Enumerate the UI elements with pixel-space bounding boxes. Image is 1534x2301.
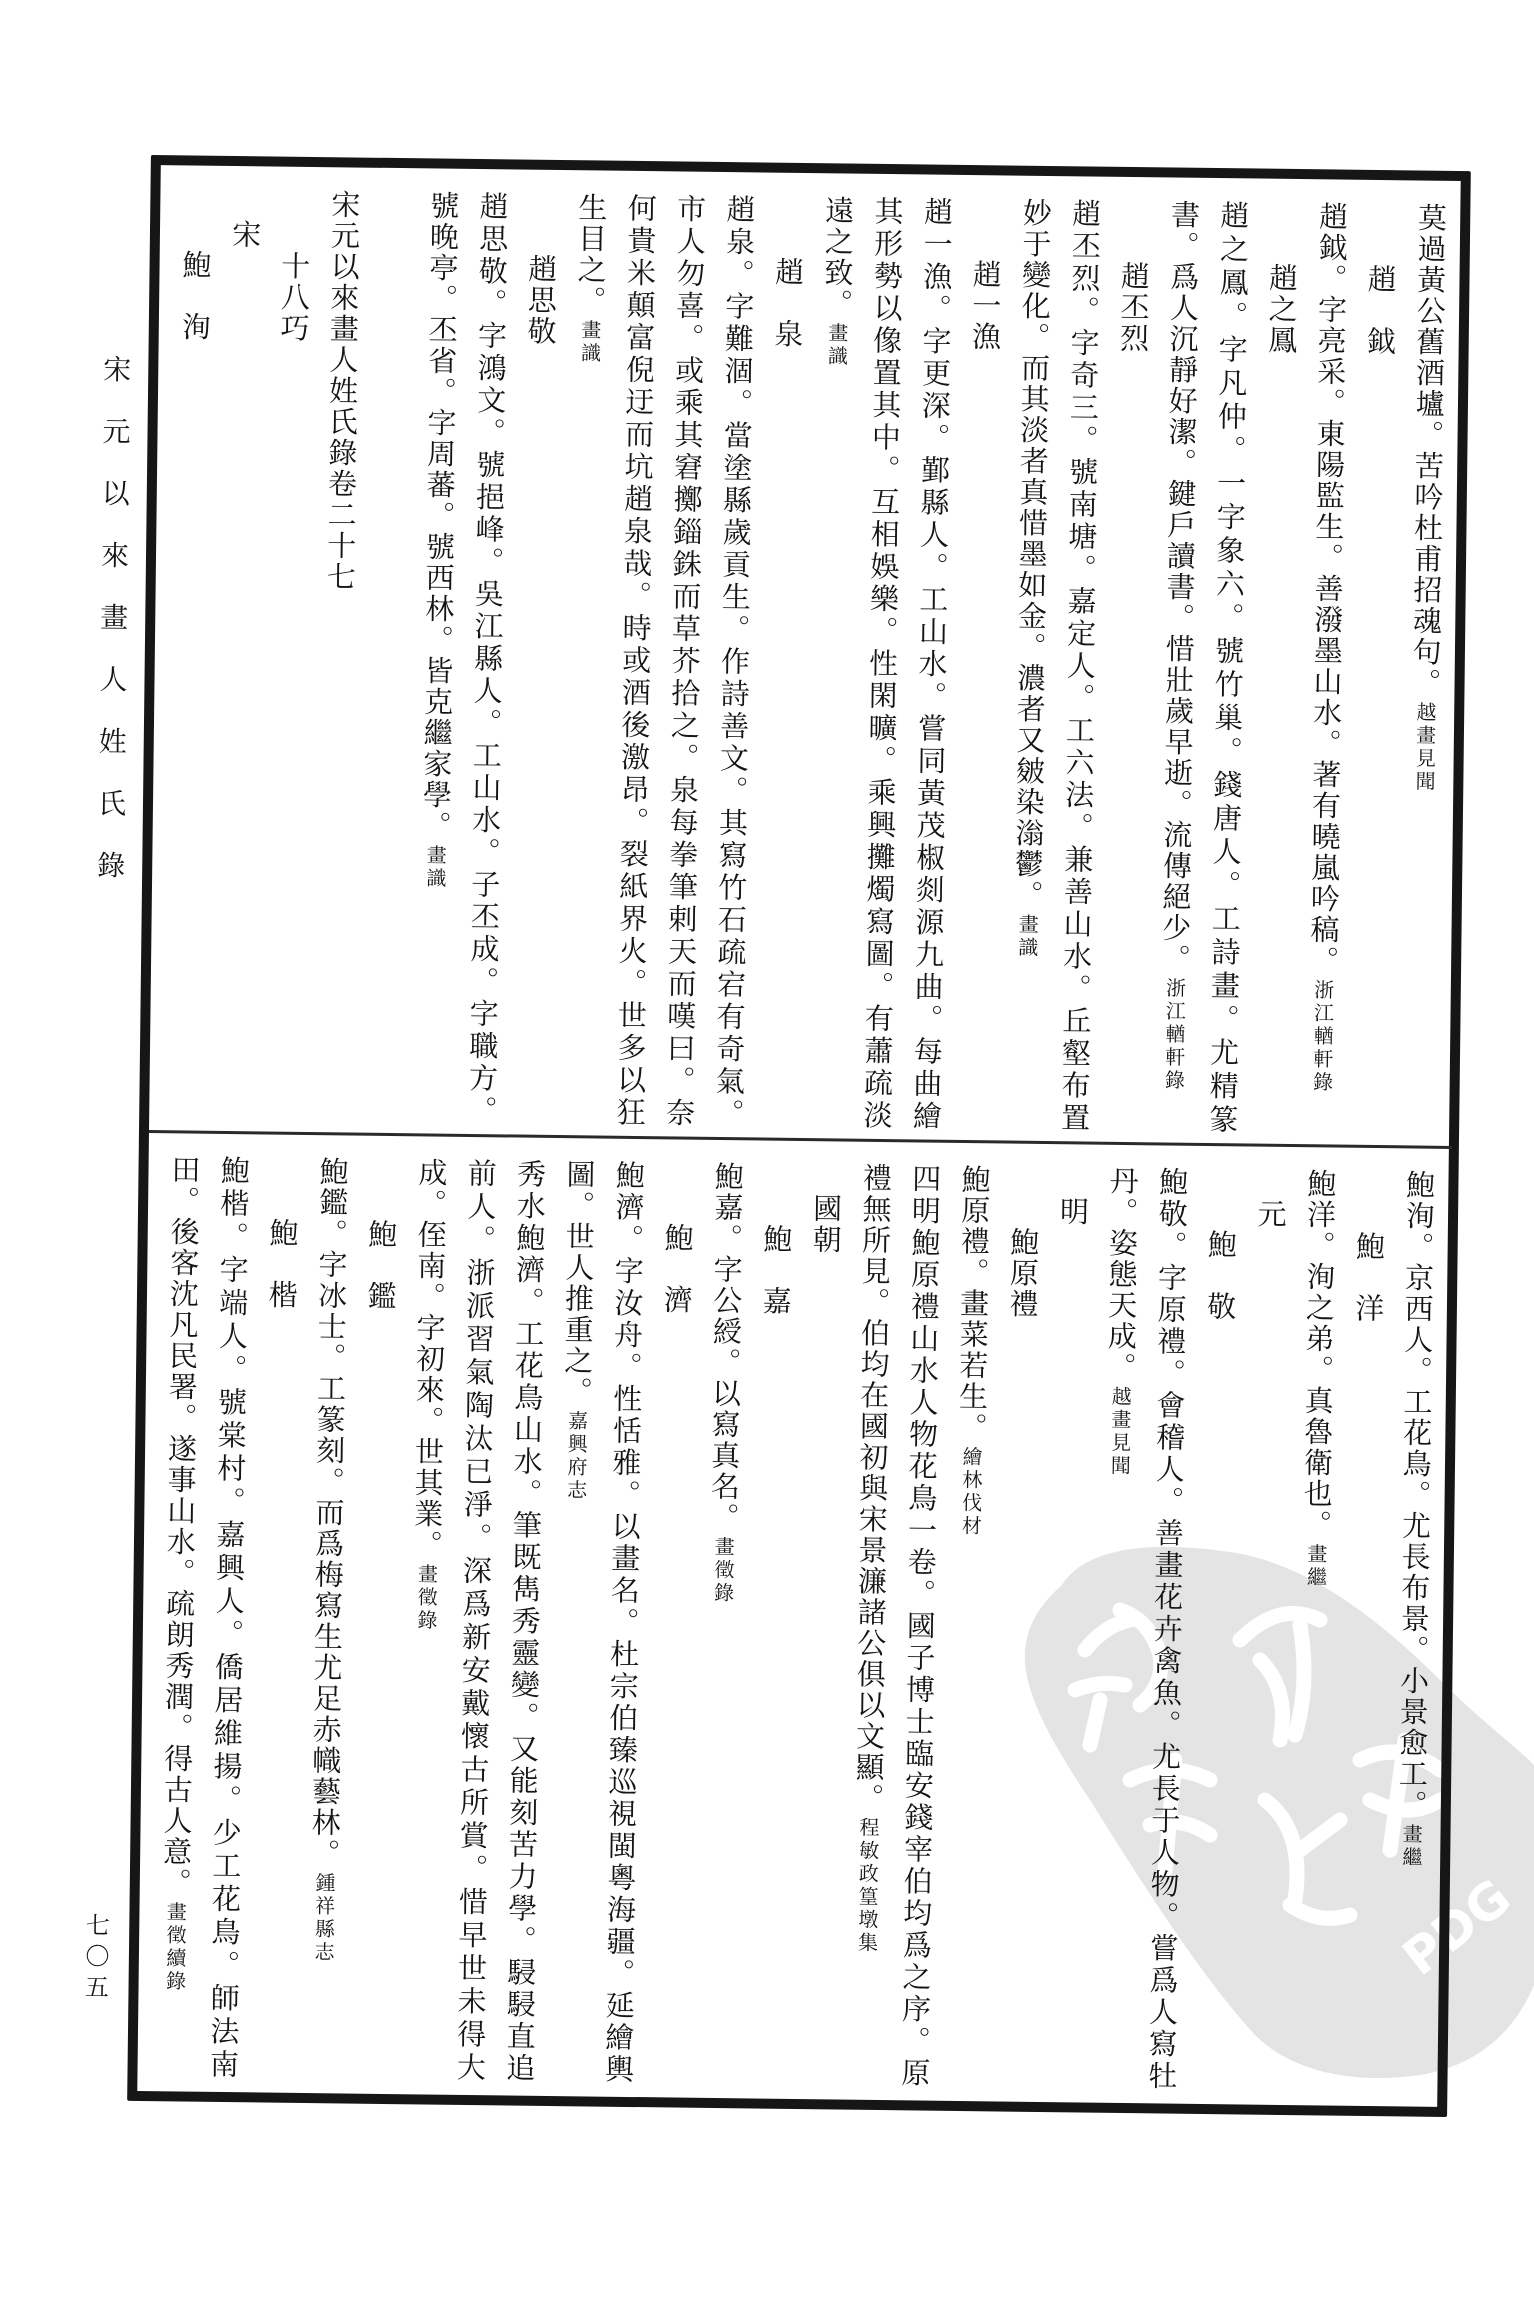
source-note: 畫徵續錄 [162,1901,188,1994]
entry-text: 鮑洋。洵之弟。真魯衛也。 [1298,1168,1338,1541]
entry-column: 市人勿喜。或乘其窘擲錙銖而草芥拾之。泉每拳筆剌天而嘆曰。奈 [661,193,708,1129]
entry-column: 趙之鳳。字凡仲。一字象六。號竹巢。錢唐人。工詩畫。尤精篆 [1205,200,1251,1136]
source-note: 畫繼 [1398,1823,1424,1870]
entry-column: 趙一漁。字更深。鄞縣人。工山水。嘗同黃茂椒剡源九曲。每曲繪 [908,196,955,1132]
source-note: 畫徵錄 [413,1563,439,1633]
entry-text: 鮑原禮。畫菜若生。 [954,1163,992,1444]
entry-text: 莫過黃公舊酒壚。苦吟杜甫招魂句。 [1408,202,1449,699]
source-note: 畫識 [422,844,448,891]
entry-text: 鮑洵。京西人。工花鳥。尤長布景。小景愈工。 [1394,1169,1437,1821]
name-heading: 趙思敬 [523,253,559,347]
entry-text: 鮑嘉。字公綬。以寫真名。 [706,1160,745,1534]
name-heading: 鮑原禮 [1005,1226,1041,1320]
source-note: 畫繼 [1303,1543,1328,1590]
entry-column: 鮑敬。字原禮。會稽人。善畫花卉禽魚。尤長于人物。嘗爲人寫牡 [1144,1166,1190,2092]
page-number: 七〇五 [80,1912,110,2006]
source-note: 鍾祥縣志 [310,1872,337,1965]
name-heading: 趙 鉞 [1362,263,1398,358]
source-note: 繪林伐材 [958,1445,984,1539]
entry-column: 趙泉。字難涸。當塗縣歲貢生。作詩善文。其寫竹石疏宕有奇氣。 [711,193,757,1130]
entry-text: 號晚亭。丕省。字周蕃。號西林。皆克繼家學。 [418,190,461,842]
running-title: 宋元以來畫人姓氏錄 [92,354,133,913]
source-note: 浙江輶軒錄 [1309,979,1335,1095]
lower-register [148,1154,1444,2095]
entry-column: 四明鮑原禮山水人物花鳥一卷。國子博士臨安錢宰伯均爲之序。原 [897,1163,943,2089]
entry-column: 其形勢以像置其中。互相娛樂。性閑曠。乘興攤燭寫圖。有蕭疏淡 [859,195,905,1132]
entry-column: 秀水鮑濟。工花鳥山水。筆既雋秀靈變。又能刻苦力學。駸駸直追 [502,1158,548,2084]
chapter-title: 宋元以來畫人姓氏錄卷二十七 [322,189,362,593]
name-heading: 鮑 嘉 [758,1223,794,1317]
entry-text: 鮑鑑。字冰士。工篆刻。而爲梅寫生尤足赤幟藝林。 [307,1156,350,1870]
entry-text: 趙鉞。字亮采。東陽監生。善潑墨山水。著有曉嵐吟稿。 [1305,201,1350,977]
name-heading: 鮑 洵 [177,249,213,343]
source-note: 畫識 [577,319,602,366]
name-heading: 趙之鳳 [1264,262,1300,357]
source-note: 畫識 [824,322,849,369]
source-note: 程敏政篁墩集 [854,1816,881,1956]
dynasty-marker: 國朝 [808,1193,844,1256]
source-note: 畫徵錄 [710,1535,736,1606]
entry-column: 趙丕烈。字奇三。號南塘。嘉定人。工六法。兼善山水。丘壑布置 [1056,198,1103,1134]
entry-text: 成。侄南。字初來。世其業。 [409,1157,449,1561]
dynasty-marker: 元 [1253,1198,1288,1230]
dynasty-marker: 明 [1055,1196,1091,1228]
entry-text: 丹。姿態天成。 [1103,1165,1140,1384]
source-note: 嘉興府志 [563,1410,589,1503]
entry-column: 鮑楷。字端人。號棠村。嘉興人。僑居維揚。少工花鳥。師法南 [205,1154,252,2081]
dynasty-marker: 宋 [228,218,263,251]
entry-column: 鮑濟。字汝舟。性恬雅。以畫名。杜宗伯臻巡視閩粵海疆。延繪輿 [600,1159,647,2086]
name-heading: 鮑 敬 [1202,1228,1239,1323]
entry-column: 前人。浙派習氣陶汰已淨。深爲新安戴懷古所賞。惜早世未得大 [452,1157,498,2084]
entry-column: 趙思敬。字鴻文。號挹峰。吳江縣人。工山水。子丕成。字職方。 [464,190,510,1127]
watermark-pdg-label: PDG [1392,1867,1522,1987]
rhyme-heading: 十八巧 [276,250,312,344]
entry-text: 禮無所見。伯均在國初與宋景濂諸公俱以文顯。 [851,1162,894,1815]
name-heading: 鮑 楷 [264,1217,300,1311]
name-heading: 趙一漁 [967,258,1003,353]
source-note: 越畫見聞 [1411,701,1438,794]
entry-text: 圖。世人推重之。 [559,1159,597,1408]
name-heading: 鮑 濟 [659,1222,695,1316]
entry-text: 書。爲人沉靜好潔。鍵戶讀書。惜壯歲早逝。流傳絕少。 [1157,199,1202,975]
entry-text: 田。後客沈凡民署。遂事山水。疏朗秀潤。得古人意。 [158,1154,202,1899]
name-heading: 鮑 鑑 [363,1218,399,1313]
name-heading: 趙 泉 [770,256,806,350]
source-note: 浙江輶軒錄 [1161,977,1187,1093]
upper-register [159,187,1455,1138]
source-note: 越畫見聞 [1107,1385,1133,1479]
entry-column: 何貴米顛富倪迂而坑趙泉哉。時或酒後激昂。裂紙界火。世多以狂 [612,192,658,1129]
entry-text: 遠之致。 [819,195,856,320]
name-heading: 趙丕烈 [1115,260,1152,355]
name-heading: 鮑 洋 [1351,1230,1387,1325]
source-note: 畫識 [1014,913,1040,960]
entry-text: 妙于變化。而其淡者真惜墨如金。濃者又皴染滃鬱。 [1010,197,1054,911]
entry-text: 生目之。 [573,192,609,317]
